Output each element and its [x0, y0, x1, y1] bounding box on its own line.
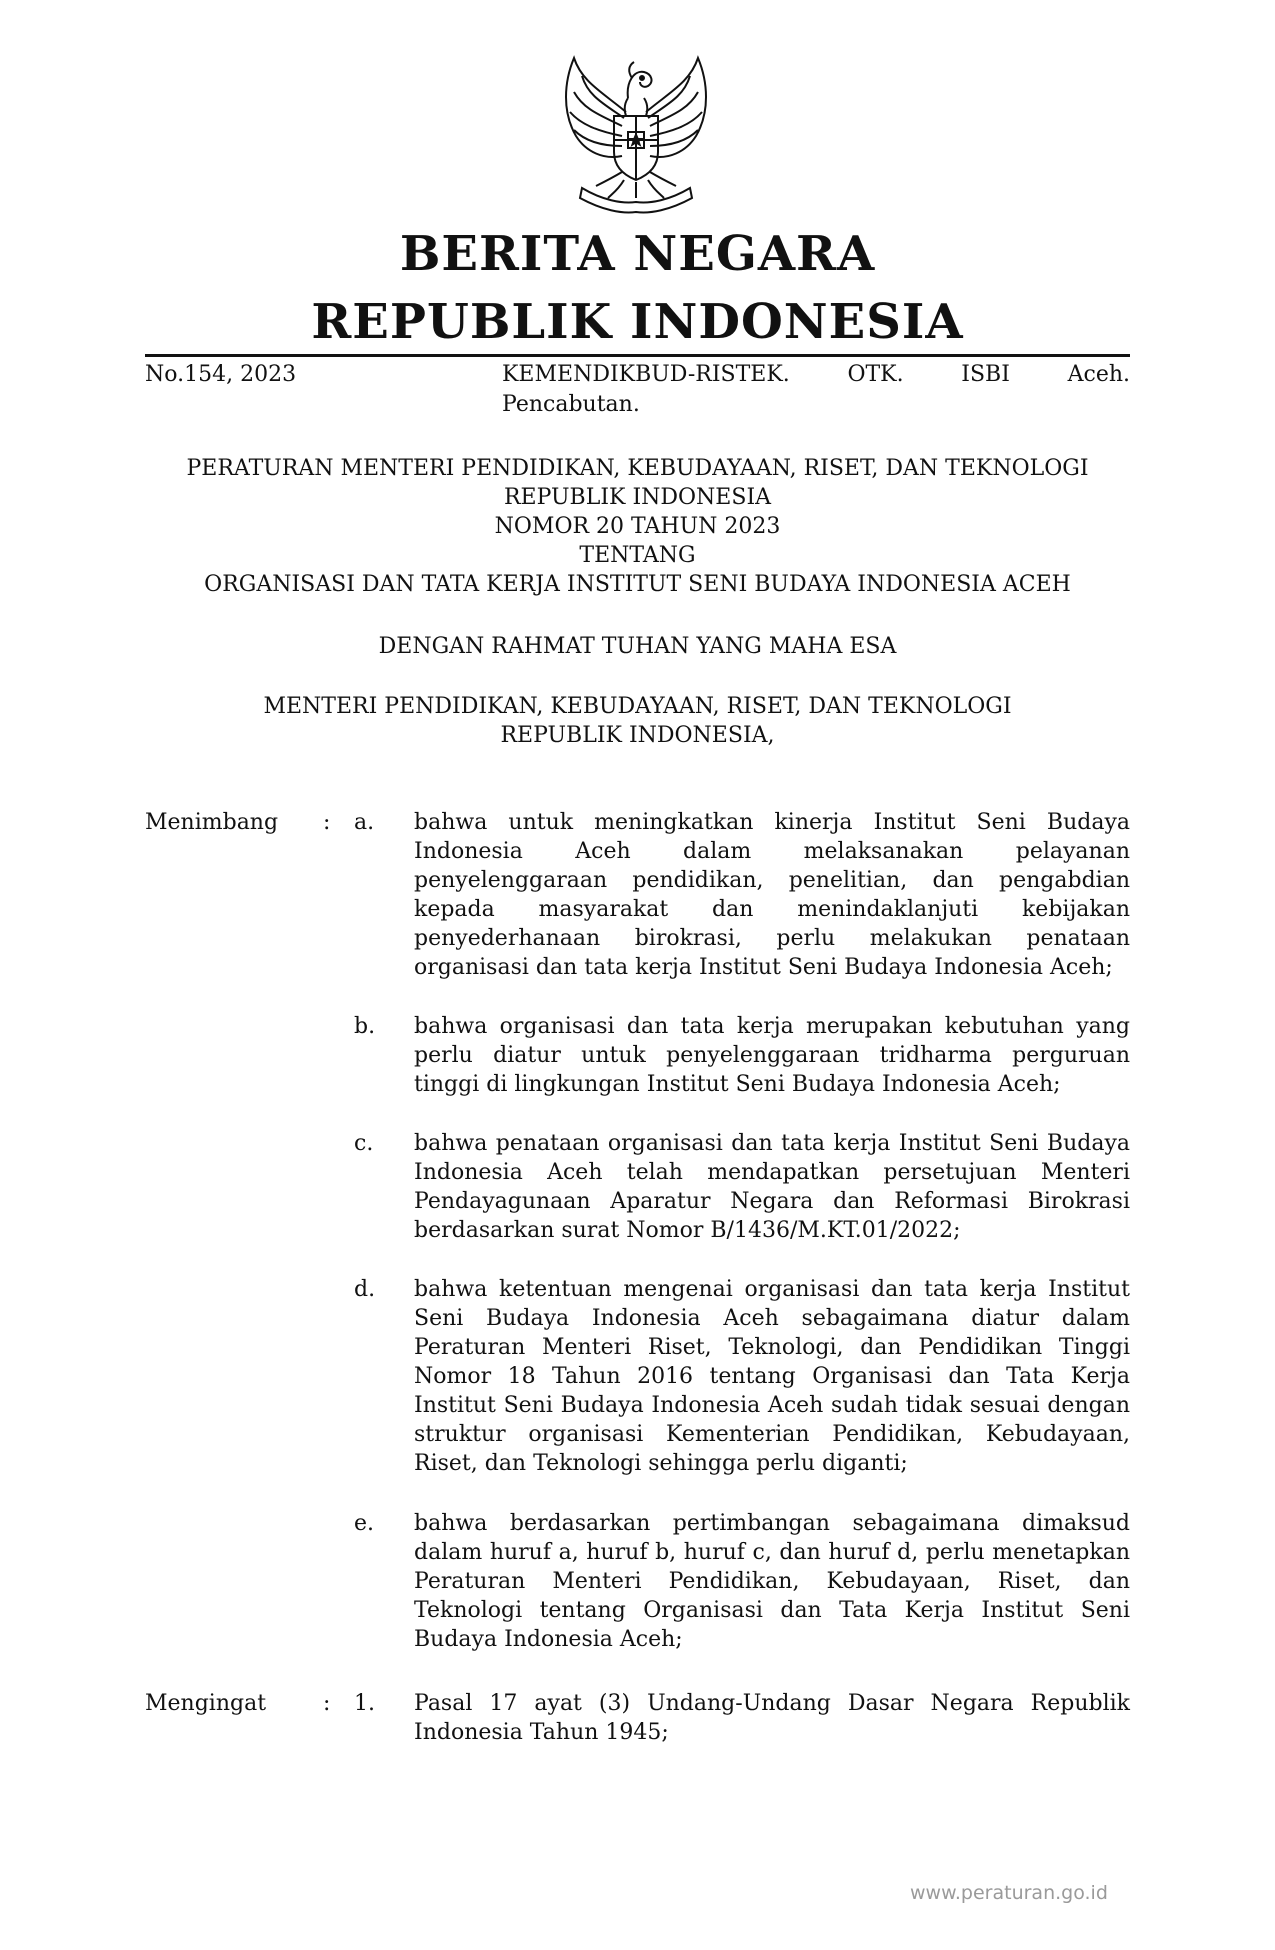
menimbang-item-a-text: bahwa untuk meningkatkan kinerja Institut Seni Budaya Indonesia Aceh dalam melaksanakan pelayanan penyelenggaraan pendidikan, penelitian, dan pengabdian kepada masyarakat dan menindaklanjuti kebijakan penyederhanaan birokrasi, perlu melakukan penataan organisasi dan tata kerja Institut Seni Budaya Indonesia Aceh;: [414, 810, 1130, 980]
minister-title-line2: REPUBLIK INDONESIA,: [500, 723, 775, 748]
regulation-about: TENTANG: [579, 543, 696, 568]
mengingat-item-1-text: Pasal 17 ayat (3) Undang-Undang Dasar Negara Republik Indonesia Tahun 1945;: [414, 1691, 1130, 1745]
garuda-emblem-icon: [552, 52, 720, 218]
menimbang-item-d-text: bahwa ketentuan mengenai organisasi dan tata kerja Institut Seni Budaya Indonesia Aceh sebagaimana diatur dalam Peraturan Menteri Riset, Teknologi, dan Pendidikan Tinggi Nomor 18 Tahun 2016 tentang Organisasi dan Tata Kerja Institut Seni Budaya Indonesia Aceh sudah tidak sesuai dengan struktur organisasi Kementerian Pendidikan, Kebudayaan, Riset, dan Teknologi sehingga perlu diganti;: [414, 1277, 1130, 1476]
regulation-number: NOMOR 20 TAHUN 2023: [494, 514, 781, 539]
menimbang-item-a-mark: a.: [354, 810, 375, 835]
menimbang-item-e-text: bahwa berdasarkan pertimbangan sebagaimana dimaksud dalam huruf a, huruf b, huruf c, dan huruf d, perlu menetapkan Peraturan Menteri Pendidikan, Kebudayaan, Riset, dan Teknologi tentang Organisasi dan Tata Kerja Institut Seni Budaya Indonesia Aceh;: [414, 1511, 1130, 1652]
menimbang-item-e-mark: e.: [354, 1511, 375, 1536]
masthead-title-line1: BERITA NEGARA: [399, 226, 876, 282]
menimbang-item-b-mark: b.: [354, 1014, 376, 1039]
publication-code-continued: Pencabutan.: [502, 392, 640, 417]
masthead-divider: [145, 354, 1130, 357]
mengingat-colon: :: [323, 1691, 331, 1716]
menimbang-label: Menimbang: [145, 810, 279, 835]
regulation-subject: ORGANISASI DAN TATA KERJA INSTITUT SENI BUDAYA INDONESIA ACEH: [204, 572, 1071, 597]
mengingat-item-1-mark: 1.: [354, 1691, 375, 1716]
menimbang-item-b-text: bahwa organisasi dan tata kerja merupakan kebutuhan yang perlu diatur untuk penyelenggaraan tridharma perguruan tinggi di lingkungan Institut Seni Budaya Indonesia Aceh;: [414, 1014, 1130, 1097]
masthead-title-line2: REPUBLIK INDONESIA: [311, 294, 964, 350]
blessing-line: DENGAN RAHMAT TUHAN YANG MAHA ESA: [378, 634, 897, 659]
regulation-title-line2: REPUBLIK INDONESIA: [503, 485, 772, 510]
publication-code: KEMENDIKBUD-RISTEK. OTK. ISBI Aceh.: [502, 362, 1130, 387]
publication-number: No.154, 2023: [145, 362, 297, 387]
menimbang-item-c-text: bahwa penataan organisasi dan tata kerja Institut Seni Budaya Indonesia Aceh telah mendapatkan persetujuan Menteri Pendayagunaan Aparatur Negara dan Reformasi Birokrasi berdasarkan surat Nomor B/1436/M.KT.01/2022;: [414, 1131, 1130, 1243]
menimbang-colon: :: [323, 810, 331, 835]
regulation-title-line1: PERATURAN MENTERI PENDIDIKAN, KEBUDAYAAN, RISET, DAN TEKNOLOGI: [186, 456, 1089, 481]
menimbang-item-c-mark: c.: [354, 1131, 374, 1156]
menimbang-item-d-mark: d.: [354, 1277, 376, 1302]
watermark-url: www.peraturan.go.id: [910, 1882, 1108, 1904]
minister-title-line1: MENTERI PENDIDIKAN, KEBUDAYAAN, RISET, DAN TEKNOLOGI: [263, 694, 1012, 719]
mengingat-label: Mengingat: [145, 1691, 267, 1716]
